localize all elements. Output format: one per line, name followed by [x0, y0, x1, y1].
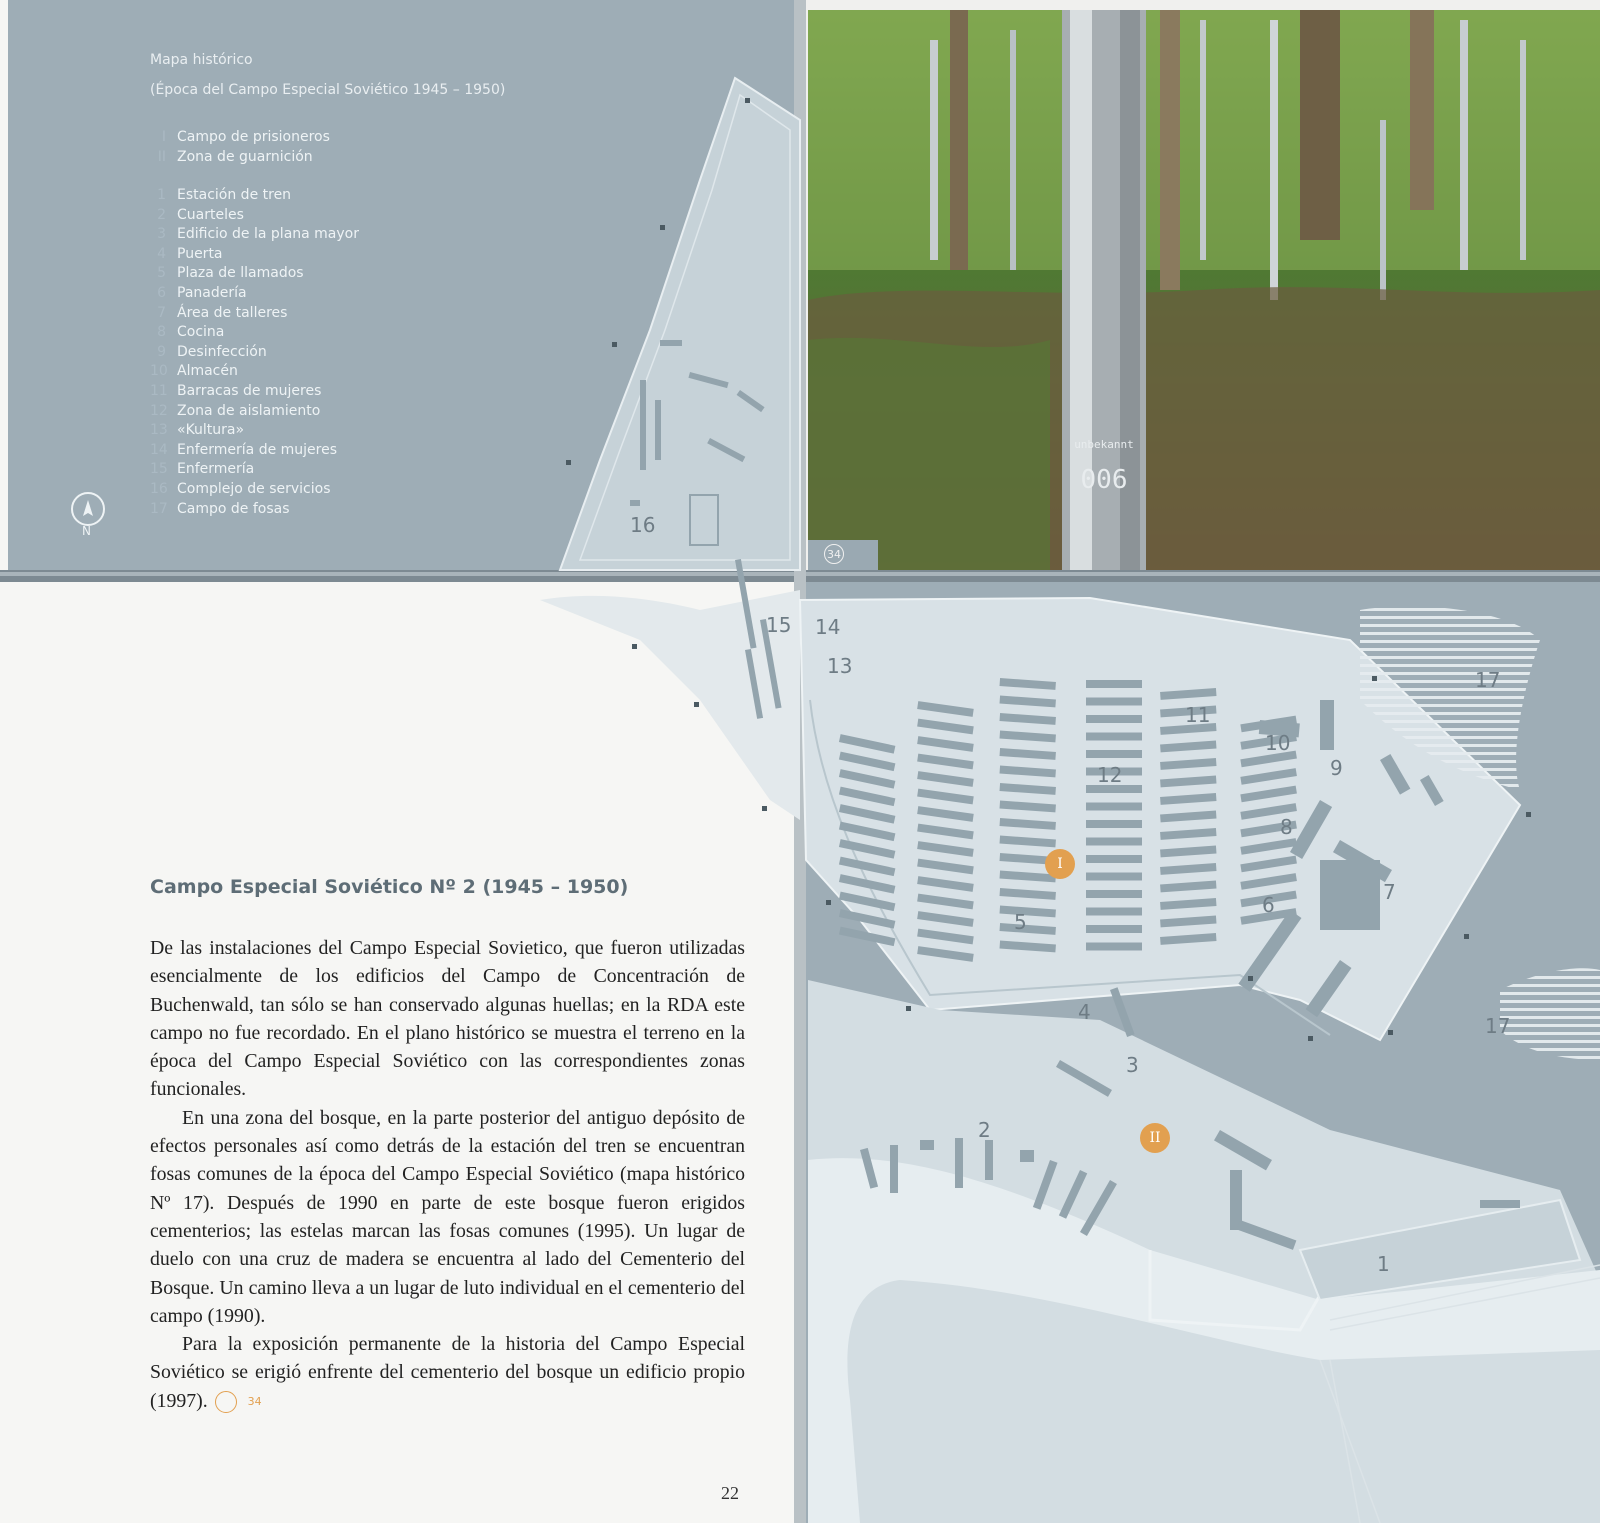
- legend-item: 8 Cocina: [157, 324, 225, 341]
- map-number-label: 14: [815, 615, 841, 639]
- legend-items: [150, 186, 359, 519]
- legend-zone: II Zona de guarnición: [157, 148, 313, 165]
- stele-number: 006: [1080, 465, 1128, 495]
- barrack: [1086, 925, 1142, 933]
- map-number-label: 17: [1485, 1014, 1511, 1038]
- legend-item: 3 Edificio de la plana mayor: [157, 226, 359, 243]
- barrack: [1086, 750, 1142, 758]
- map-number-label: 7: [1383, 880, 1396, 904]
- map-number-label: 10: [1265, 731, 1291, 755]
- barrack: [1086, 820, 1142, 828]
- barrack: [1086, 855, 1142, 863]
- paragraph: Para la exposición permanente de la historia del Campo Especial Soviético se erigió enfrente del cementerio del bosque un edificio propio (1997). 34: [150, 1333, 745, 1412]
- legend-item: 7 Área de talleres: [157, 304, 288, 321]
- legend-item: 6 Panadería: [157, 284, 247, 301]
- zone-marker-i: I: [1045, 849, 1075, 879]
- legend-item: 17 Campo de fosas: [150, 500, 290, 517]
- legend-item: 15 Enfermería: [150, 461, 255, 478]
- article-body: [150, 934, 745, 1415]
- barrack: [1086, 715, 1142, 723]
- map-number-label: 9: [1330, 756, 1343, 780]
- barrack: [1086, 680, 1142, 688]
- zone-marker-ii: II: [1140, 1123, 1170, 1153]
- barrack: [1086, 838, 1142, 846]
- compass-label: N: [82, 524, 91, 538]
- map-number-label: 3: [1126, 1053, 1139, 1077]
- legend-item: 4 Puerta: [157, 245, 223, 262]
- article-heading: Campo Especial Soviético Nº 2 (1945 – 1950): [150, 876, 629, 898]
- photo-reference-badge: [808, 540, 878, 570]
- map-number-label: 5: [1014, 910, 1027, 934]
- legend-item: 10 Almacén: [150, 363, 238, 380]
- legend-item: 5 Plaza de llamados: [157, 265, 304, 282]
- map-number-label: 13: [827, 654, 853, 678]
- legend-item: 13 «Kultura»: [150, 422, 245, 439]
- north-arrow-icon: [71, 492, 105, 526]
- barrack: [1086, 943, 1142, 951]
- legend-zone: I Campo de prisioneros: [161, 129, 330, 145]
- map-number-label: 8: [1280, 815, 1293, 839]
- map-number-label: 11: [1185, 703, 1211, 727]
- legend-item: 1 Estación de tren: [157, 187, 292, 203]
- legend-zones: [150, 128, 330, 167]
- map-number-label: 2: [978, 1118, 991, 1142]
- map-number-label: 17: [1475, 668, 1501, 692]
- paragraph: De las instalaciones del Campo Especial Sovietico, que fueron utilizadas esencialmente de los edificios del Campo de Concentración de Buchenwald, tan sólo se han conservado algunas huellas; en la RDA este campo no fue recordado. En el plano histórico se muestra el terreno en la época del Campo Especial Soviético con las correspondientes zonas funcionales.: [150, 937, 745, 1101]
- legend-item: 2 Cuarteles: [157, 206, 244, 223]
- legend-item: 12 Zona de aislamiento: [150, 402, 321, 419]
- map-subtitle: (Época del Campo Especial Soviético 1945 – 1950): [150, 82, 506, 98]
- map-number-label: 6: [1262, 893, 1275, 917]
- photo-reference-number: 34: [824, 544, 844, 564]
- legend-item: 11 Barracas de mujeres: [150, 382, 322, 399]
- barrack: [1086, 803, 1142, 811]
- barrack: [1086, 873, 1142, 881]
- barrack: [1086, 890, 1142, 898]
- photo-reference-icon[interactable]: 34: [215, 1391, 237, 1413]
- page-number: 22: [721, 1483, 739, 1503]
- memorial-forest-photo: [808, 10, 1600, 570]
- barrack: [1086, 908, 1142, 916]
- legend-item: 9 Desinfección: [157, 343, 267, 360]
- barrack: [1086, 698, 1142, 706]
- legend-item: 16 Complejo de servicios: [150, 480, 331, 497]
- legend-item: 14 Enfermería de mujeres: [150, 441, 338, 458]
- map-number-label: 15: [766, 613, 792, 637]
- map-number-label: 4: [1078, 1000, 1091, 1024]
- map-title: Mapa histórico: [150, 52, 253, 68]
- paragraph: En una zona del bosque, en la parte posterior del antiguo depósito de efectos personales así como detrás de la estación del tren se encuentran fosas comunes de la época del Campo Especial Soviético (mapa histórico Nº 17). Después de 1990 en parte de este bosque fueron erigidos cementerios; las estelas marcan las fosas comunes (1995). Un lugar de duelo con una cruz de madera se encuentra al lado del Cementerio del Bosque. Un camino lleva a un lugar de luto individual en el cementerio del campo (1990).: [150, 1106, 745, 1327]
- map-number-label: 16: [630, 513, 656, 537]
- stele-inscription: unbekannt: [1074, 438, 1134, 451]
- map-number-label: 1: [1377, 1252, 1390, 1276]
- map-number-label: 12: [1097, 763, 1123, 787]
- barrack: [1086, 733, 1142, 741]
